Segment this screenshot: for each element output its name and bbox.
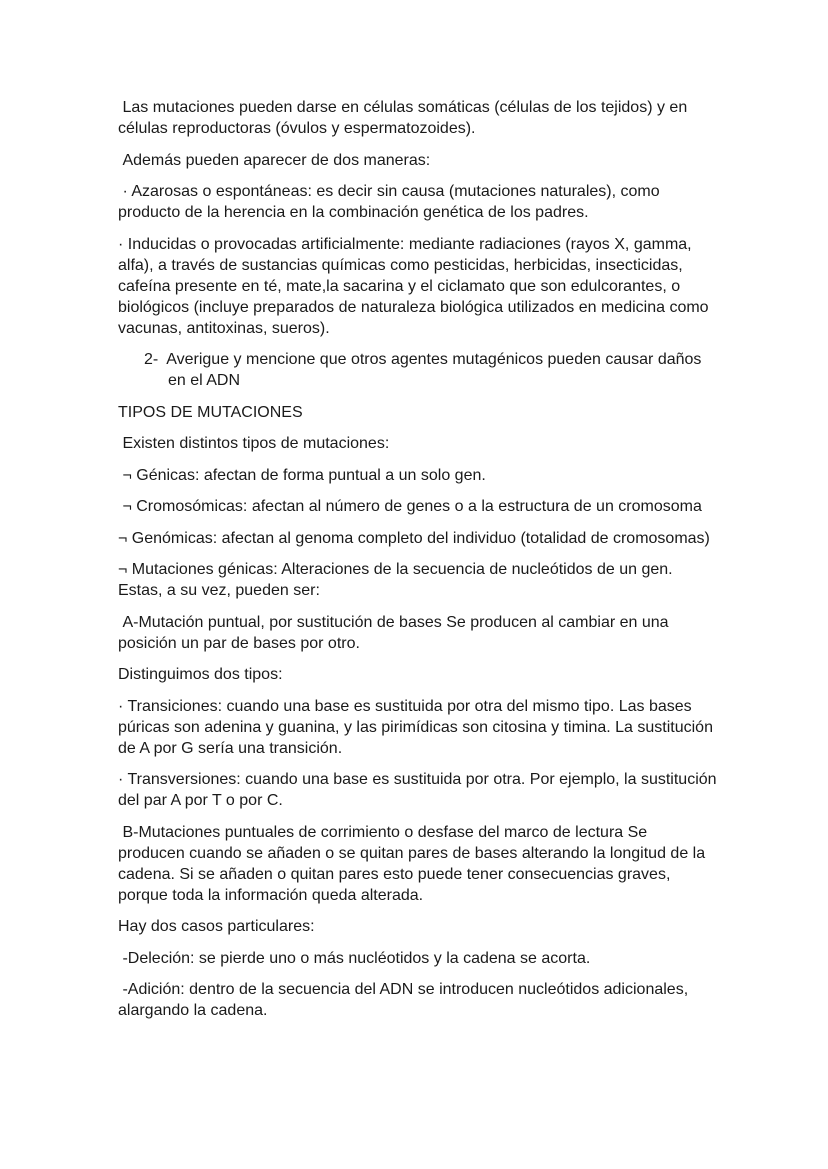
paragraph-frameshift: B-Mutaciones puntuales de corrimiento o desfase del marco de lectura Se producen cuando se añaden o se quitan pares de bases alterando la longitud de la cadena. Si se añaden o quitan pares esto puede tener consecuencias graves, porque toda la información queda alterada. — [118, 823, 710, 904]
paragraph-point-mutation: A-Mutación puntual, por sustitución de bases Se producen al cambiar en una posición un par de bases por otro. — [118, 613, 674, 652]
question-item-2: 2- Averigue y mencione que otros agentes mutagénicos pueden causar daños en el ADN — [144, 351, 706, 389]
paragraph-two-cases: Hay dos casos particulares: — [118, 918, 315, 935]
paragraph-types-intro: Existen distintos tipos de mutaciones: — [118, 435, 390, 452]
section-heading-types: TIPOS DE MUTACIONES — [118, 403, 303, 421]
paragraph-addition: -Adición: dentro de la secuencia del ADN se introducen nucleótidos adicionales, alargando la cadena. — [118, 981, 693, 1019]
paragraph-two-types: Distinguimos dos tipos: — [118, 666, 283, 683]
paragraph-deletion: -Deleción: se pierde uno o más nucléotidos y la cadena se acorta. — [118, 949, 591, 967]
paragraph-genic-mutations: ¬ Mutaciones génicas: Alteraciones de la secuencia de nucleótidos de un gen. Estas, a su vez, pueden ser: — [118, 561, 678, 599]
paragraph-transitions: · Transiciones: cuando una base es sustituida por otra del mismo tipo. Las bases púricas son adenina y guanina, y las pirimídicas son citosina y timina. La sustitución de A por G sería una transición. — [118, 697, 718, 757]
document-body — [118, 97, 721, 1032]
paragraph-two-ways: Además pueden aparecer de dos maneras: — [118, 151, 431, 169]
paragraph-genic: ¬ Génicas: afectan de forma puntual a un solo gen. — [118, 466, 486, 484]
paragraph-genomic: ¬ Genómicas: afectan al genoma completo del individuo (totalidad de cromosomas) — [118, 529, 710, 547]
paragraph-transversions: · Transversiones: cuando una base es sustituida por otra. Por ejemplo, la sustitución del par A por T o por C. — [118, 771, 721, 809]
paragraph-chromosomal: ¬ Cromosómicas: afectan al número de genes o a la estructura de un cromosoma — [118, 498, 702, 515]
paragraph-induced: · Inducidas o provocadas artificialmente: mediante radiaciones (rayos X, gamma, alfa), a través de sustancias químicas como pesticidas, herbicidas, insecticidas, cafeína presente en té, mate,la sacarina y el ciclamato que son edulcorantes, o biológicos (incluye preparados de naturaleza biológica utilizados en medicina como vacunas, antitoxinas, sueros). — [118, 235, 714, 337]
paragraph-mutation-cells: Las mutaciones pueden darse en células somáticas (células de los tejidos) y en células reproductoras (óvulos y espermatozoides). — [118, 99, 692, 137]
paragraph-spontaneous: · Azarosas o espontáneas: es decir sin causa (mutaciones naturales), como producto de la herencia en la combinación genética de los padres. — [118, 183, 665, 221]
